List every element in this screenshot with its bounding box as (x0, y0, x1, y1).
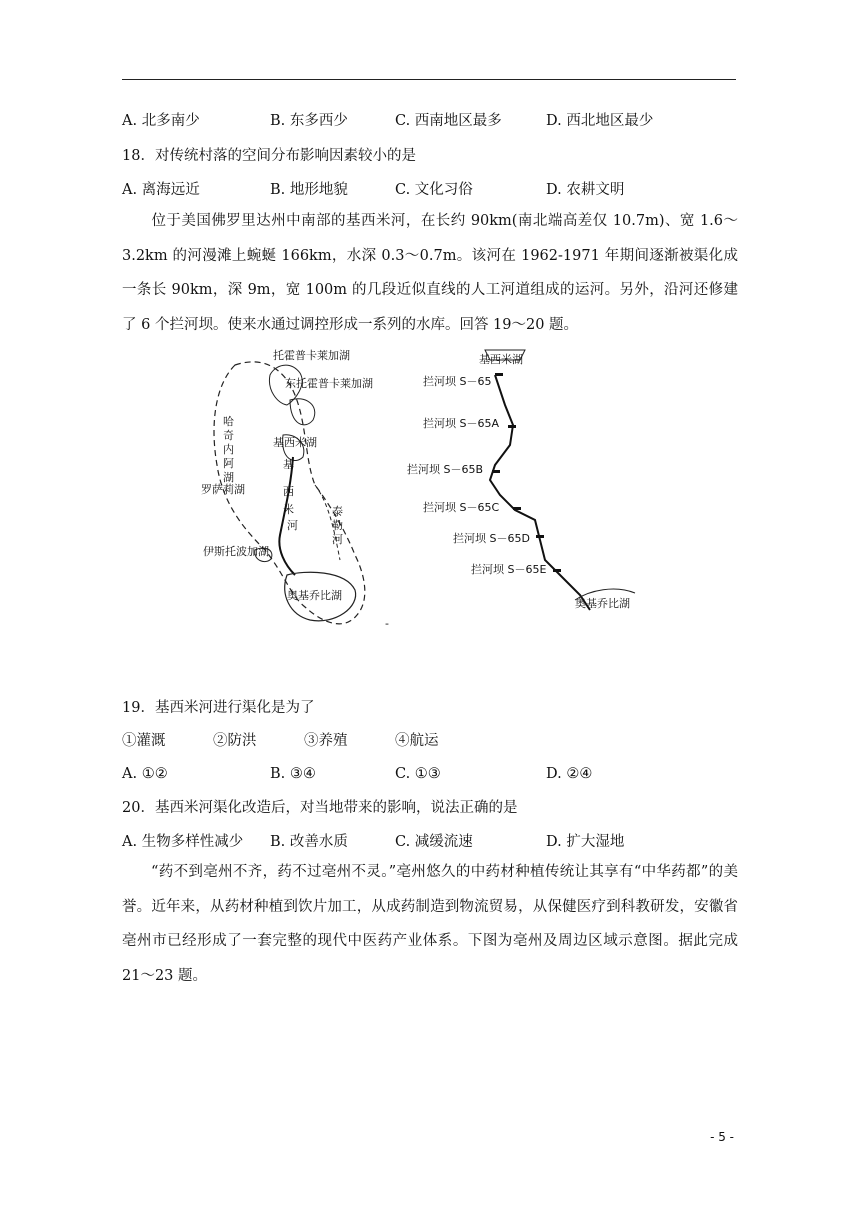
label-kissimmee-river-2: 西 (283, 485, 294, 498)
label-hatchineha-5: 湖 (223, 471, 234, 484)
q19-option-a: A. ①② (122, 766, 168, 782)
dam-s65b (492, 470, 500, 473)
q17-option-b: B. 东多西少 (270, 113, 348, 129)
q20-stem: 20．基西米河渠化改造后，对当地带来的影响，说法正确的是 (122, 800, 518, 816)
passage-kissimmee: 位于美国佛罗里达州中南部的基西米河，在长约 90km(南北端高差仅 10.7m)、宽 1.6～3.2km 的河漫滩上蜿蜒 166km，水深 0.3～0.7m。该河在 1962-1971 年期间逐渐被渠化成一条长 90km，深 9m，宽 100m 的几段近似直线的人工河道组成的运河。另外，沿河还修建了 6 个拦河坝。使来水通过调控形成一系列的水库。回答 19～20 题。 (122, 213, 738, 333)
q19-stem: 19．基西米河进行渠化是为了 (122, 700, 315, 716)
q19-option-b: B. ③④ (270, 766, 316, 782)
kissimmee-maps-svg (195, 345, 645, 635)
figure-dash: - (385, 617, 389, 630)
label-okeechobee-left: 奥基乔比湖 (287, 589, 342, 602)
label-dam-s65: 拦河坝 S－65 (423, 375, 492, 388)
label-tohopekaliga: 托霍普卡莱加湖 (273, 349, 350, 362)
q19-item-3: ③养殖 (304, 733, 348, 749)
page-number: - 5 - (710, 1130, 734, 1144)
label-dam-s65a: 拦河坝 S－65A (423, 417, 500, 430)
label-rosalie: 罗萨莉湖 (201, 483, 245, 496)
passage-bozhou: “药不到亳州不齐，药不过亳州不灵。”亳州悠久的中药材种植传统让其享有“中华药都”的美誉。近年来，从药材种植到饮片加工，从成药制造到物流贸易，从保健医疗到科教研发，安徽省亳州市已经形成了一套完整的现代中医药产业体系。下图为亳州及周边区域示意图。据此完成 21～23 题。 (122, 864, 738, 984)
label-taylor-1: 泰 (332, 505, 343, 518)
kissimmee-river-line (279, 457, 295, 575)
label-taylor-2: 勒 (332, 519, 343, 532)
right-map (407, 350, 635, 610)
q19-option-d: D. ②④ (546, 766, 593, 782)
q19-item-2: ②防洪 (213, 733, 257, 749)
q20-option-c: C. 减缓流速 (395, 834, 473, 850)
label-kissimmee-river-1: 基 (283, 458, 294, 471)
q18-option-d: D. 农耕文明 (546, 182, 625, 198)
label-dam-s65c: 拦河坝 S－65C (423, 501, 500, 514)
left-map (201, 348, 373, 624)
label-dam-s65d: 拦河坝 S－65D (453, 532, 530, 545)
q20-option-a: A. 生物多样性减少 (122, 834, 244, 850)
label-dam-s65b: 拦河坝 S－65B (407, 463, 484, 476)
label-hatchineha-4: 阿 (223, 457, 234, 470)
q20-option-d: D. 扩大湿地 (546, 834, 625, 850)
q19-item-4: ④航运 (395, 733, 439, 749)
label-right-kissimmee-lake: 基西米湖 (479, 353, 523, 366)
label-kissimmee-lake: 基西米湖 (273, 436, 317, 449)
label-hatchineha-2: 奇 (223, 429, 234, 442)
kissimmee-maps-figure (195, 345, 645, 635)
q18-option-c: C. 文化习俗 (395, 182, 473, 198)
label-okeechobee-right: 奥基乔比湖 (575, 597, 630, 610)
q19-item-1: ①灌溉 (122, 733, 166, 749)
header-rule (122, 79, 736, 80)
label-hatchineha-1: 哈 (223, 415, 234, 428)
dam-s65d (536, 535, 544, 538)
q18-option-a: A. 离海远近 (122, 182, 200, 198)
q18-option-b: B. 地形地貌 (270, 182, 348, 198)
dam-s65e (553, 569, 561, 572)
label-taylor-3: 河 (332, 533, 343, 546)
label-hatchineha-3: 内 (223, 443, 234, 456)
label-istokpoga: 伊斯托波加湖 (203, 545, 269, 558)
q19-option-c: C. ①③ (395, 766, 441, 782)
label-kissimmee-river-3: 米 (283, 503, 294, 516)
q17-option-c: C. 西南地区最多 (395, 113, 502, 129)
label-kissimmee-river-4: 河 (287, 519, 298, 532)
label-dam-s65e: 拦河坝 S－65E (471, 563, 547, 576)
q17-option-a: A. 北多南少 (122, 113, 200, 129)
dam-s65c (513, 507, 521, 510)
dam-s65a (508, 425, 516, 428)
q17-option-d: D. 西北地区最少 (546, 113, 654, 129)
dam-s65 (495, 373, 503, 376)
q20-option-b: B. 改善水质 (270, 834, 348, 850)
q18-stem: 18．对传统村落的空间分布影响因素较小的是 (122, 148, 416, 164)
label-east-toho: 东托霍普卡莱加湖 (285, 377, 373, 390)
